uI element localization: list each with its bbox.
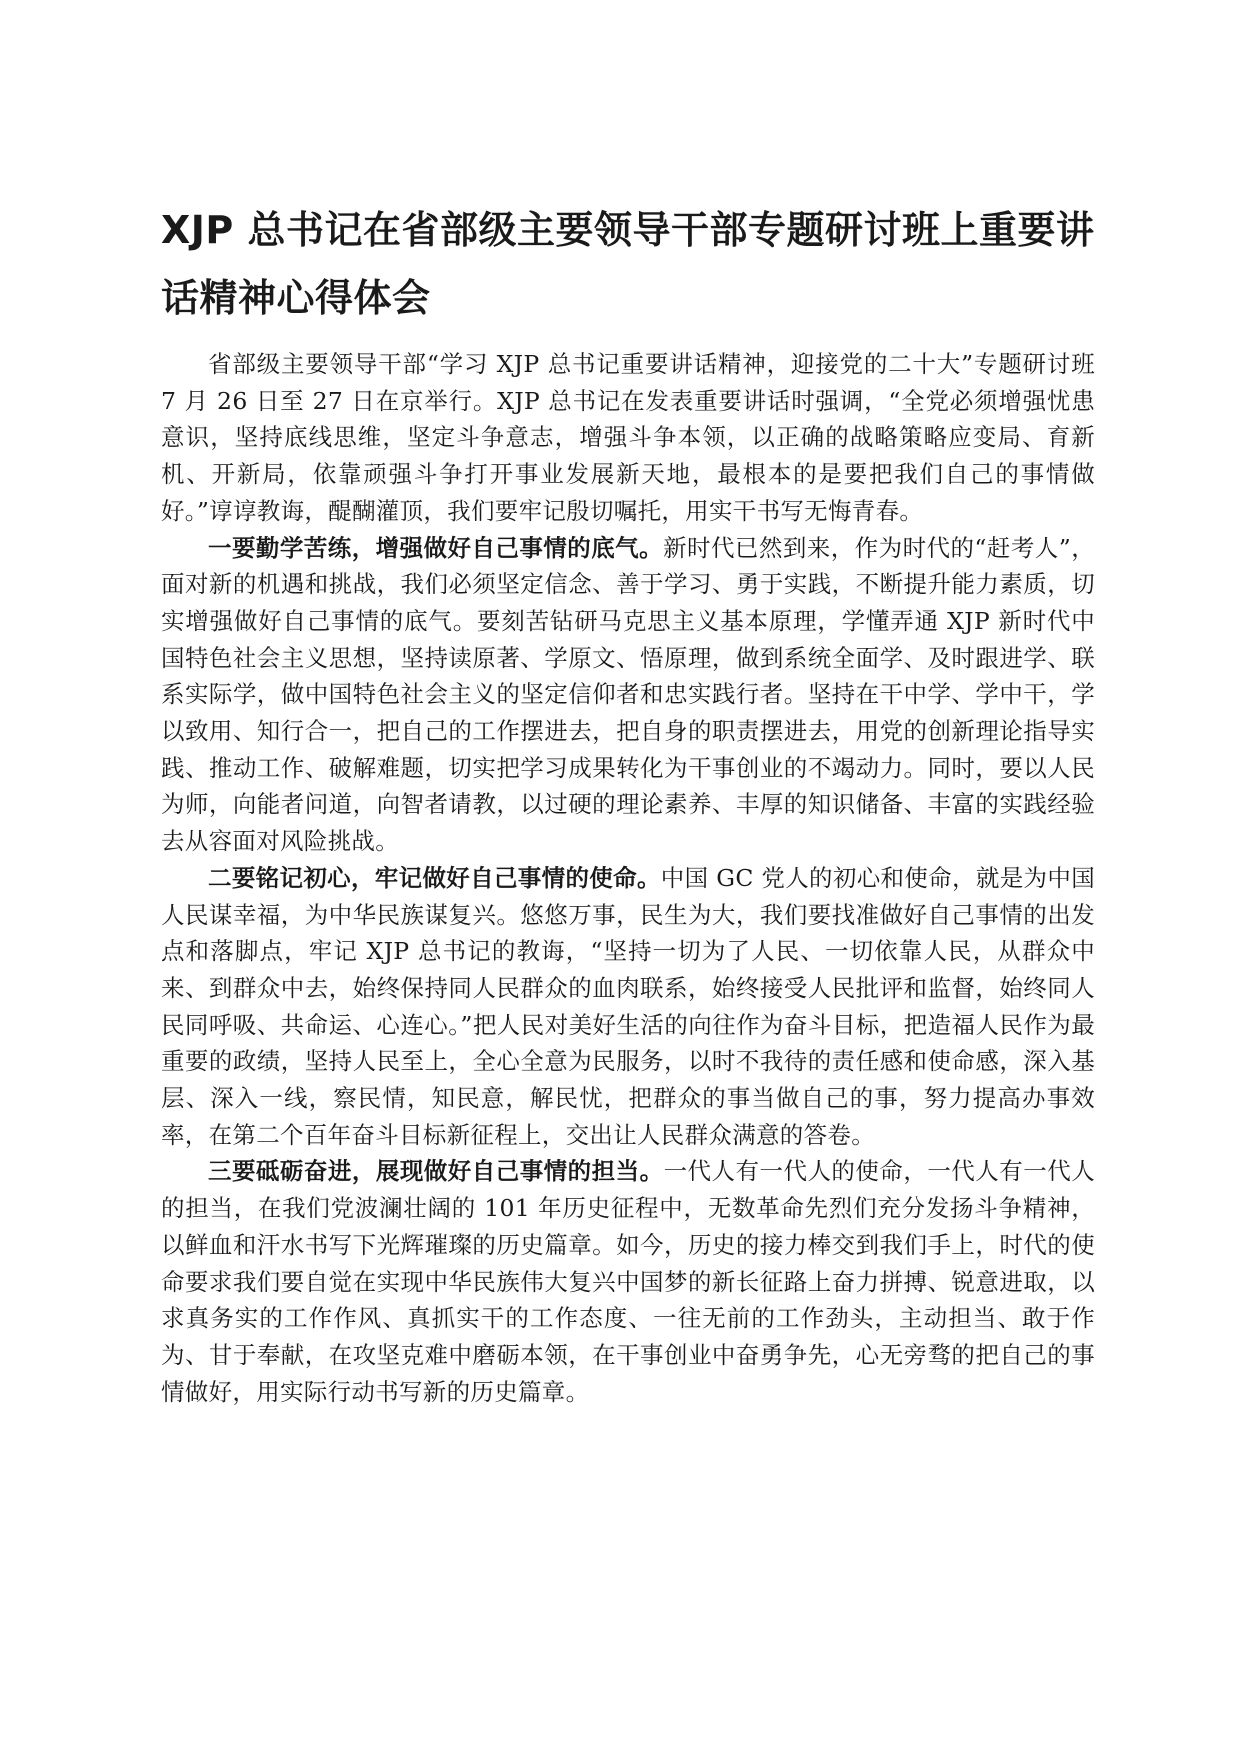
paragraph-point-two [161, 860, 1095, 1154]
paragraph-intro [161, 346, 1095, 530]
document-page [161, 196, 1095, 1410]
paragraph-text: 中国 GC 党人的初心和使命，就是为中国人民谋幸福，为中华民族谋复兴。悠悠万事，民生为大，我们要找准做好自己事情的出发点和落脚点，牢记 XJP 总书记的教诲，“坚持一切为了人民、一切依靠人民，从群众中来、到群众中去，始终保持同人民群众的血肉联系，始终接受人民批评和监督，始终同人民同呼吸、共命运、心连心。”把人民对美好生活的向往作为奋斗目标，把造福人民作为最重要的政绩，坚持人民至上，全心全意为民服务，以时不我待的责任感和使命感，深入基层、深入一线，察民情，知民意，解民忧，把群众的事当做自己的事，努力提高办事效率，在第二个百年奋斗目标新征程上，交出让人民群众满意的答卷。 [161, 863, 1095, 1149]
paragraph-text: 省部级主要领导干部“学习 XJP 总书记重要讲话精神，迎接党的二十大”专题研讨班 7 月 26 日至 27 日在京举行。XJP 总书记在发表重要讲话时强调，“全党必须增强忧患意识，坚持底线思维，坚定斗争意志，增强斗争本领，以正确的战略策略应变局、育新机、开新局，依靠顽强斗争打开事业发展新天地，最根本的是要把我们自己的事情做好。”谆谆教诲，醍醐灌顶，我们要牢记殷切嘱托，用实干书写无悔青春。 [161, 350, 1095, 525]
paragraph-lead: 一要勤学苦练，增强做好自己事情的底气。 [208, 533, 664, 562]
document-title: XJP 总书记在省部级主要领导干部专题研讨班上重要讲话精神心得体会 [161, 208, 1095, 320]
paragraph-text: 一代人有一代人的使命，一代人有一代人的担当，在我们党波澜壮阔的 101 年历史征程中，无数革命先烈们充分发扬斗争精神，以鲜血和汗水书写下光辉璀璨的历史篇章。如今，历史的接力棒交到我们手上，时代的使命要求我们要自觉在实现中华民族伟大复兴中国梦的新长征路上奋力拼搏、锐意进取，以求真务实的工作作风、真抓实干的工作态度、一往无前的工作劲头，主动担当、敢于作为、甘于奉献，在攻坚克难中磨砺本领，在干事创业中奋勇争先，心无旁骛的把自己的事情做好，用实际行动书写新的历史篇章。 [161, 1157, 1095, 1406]
paragraph-point-three [161, 1153, 1095, 1410]
paragraph-point-one [161, 530, 1095, 860]
paragraph-lead: 三要砥砺奋进，展现做好自己事情的担当。 [208, 1157, 664, 1186]
paragraph-lead: 二要铭记初心，牢记做好自己事情的使命。 [208, 863, 661, 892]
paragraph-text: 新时代已然到来，作为时代的“赶考人”，面对新的机遇和挑战，我们必须坚定信念、善于学习、勇于实践，不断提升能力素质，切实增强做好自己事情的底气。要刻苦钻研马克思主义基本原理，学懂弄通 XJP 新时代中国特色社会主义思想，坚持读原著、学原文、悟原理，做到系统全面学、及时跟进学、联系实际学，做中国特色社会主义的坚定信仰者和忠实践行者。坚持在干中学、学中干，学以致用、知行合一，把自己的工作摆进去，把自身的职责摆进去，用党的创新理论指导实践、推动工作、破解难题，切实把学习成果转化为干事创业的不竭动力。同时，要以人民为师，向能者问道，向智者请教，以过硬的理论素养、丰厚的知识储备、丰富的实践经验去从容面对风险挑战。 [161, 533, 1095, 856]
